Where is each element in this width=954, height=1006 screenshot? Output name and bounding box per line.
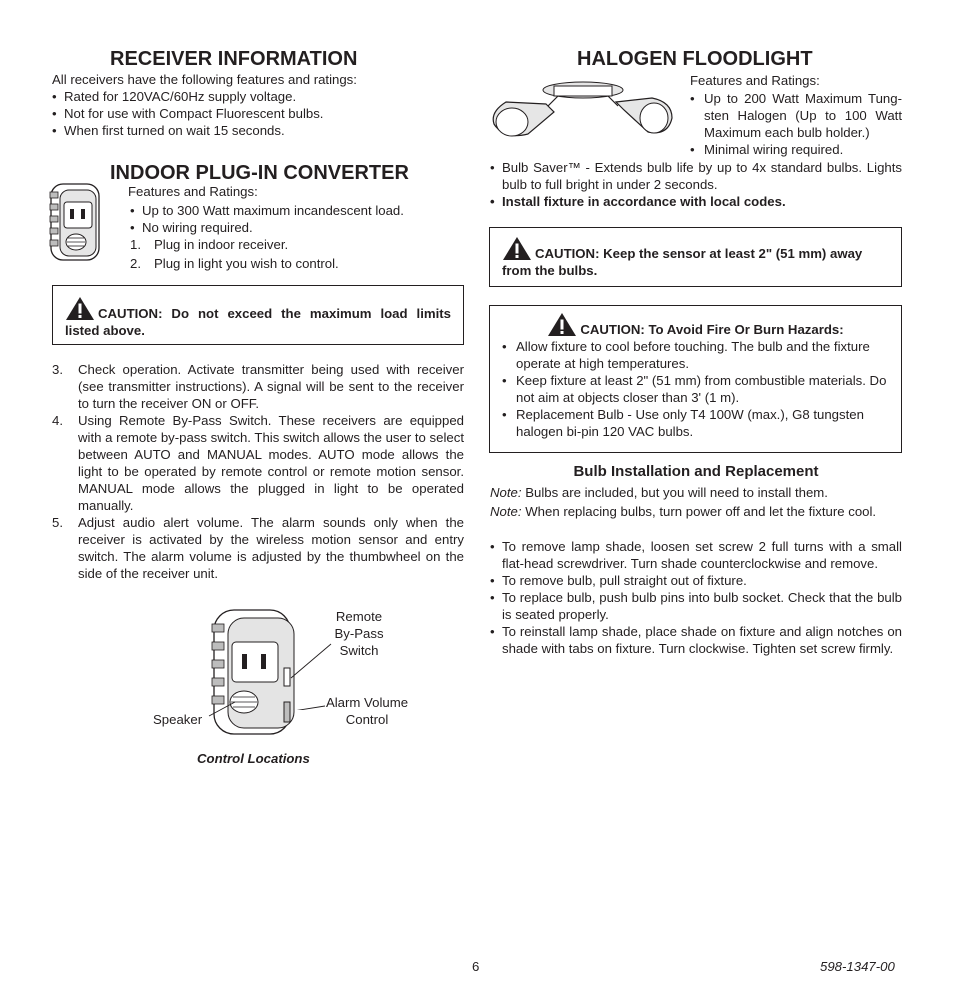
halogen-feature-item: • Up to 200 Watt Maximum Tung-sten Halogen (Up to 100 Watt Maximum each bulb holder.) bbox=[690, 90, 902, 141]
converter-bullet: • No wiring required. bbox=[130, 219, 470, 236]
operation-steps bbox=[52, 361, 464, 582]
remote-label-line: By-Pass bbox=[334, 626, 384, 641]
bulb-install-item: • To remove lamp shade, loosen set screw 2 full turns with a small flat-head screwdriver. Turn shade counterclockwise and remove. bbox=[490, 538, 902, 572]
converter-steps bbox=[130, 236, 470, 272]
page-number: 6 bbox=[472, 959, 480, 974]
step-text: Check operation. Activate transmitter being used with receiver (see transmitter instructions). A signal will be sent to the receiver to turn the receiver ON or OFF. bbox=[78, 362, 464, 411]
alarm-label-line: Alarm Volume bbox=[325, 695, 409, 710]
step-text: Using Remote By-Pass Switch. These receivers are equipped with a remote by-pass switch. This switch allows the user to select between AUTO and MANUAL modes. AUTO mode allows the light to be operated by remote control or remote motion sensor. MANUAL mode allows the plugged in light to be operated manually. bbox=[78, 413, 465, 513]
step-number: 5. bbox=[52, 515, 63, 530]
warning-icon bbox=[502, 236, 532, 261]
step-text: Adjust audio alert volume. The alarm sounds only when the receiver is activated by the wireless motion sensor and entry switch. The alarm volume is adjusted by the thumbwheel on the side of the receiver unit. bbox=[78, 515, 464, 581]
converter-caution-text: CAUTION: Do not exceed the maximum load limits listed above. bbox=[65, 306, 451, 338]
speaker-label: Speaker bbox=[153, 712, 203, 727]
sensor-caution-box bbox=[489, 227, 902, 287]
converter-step bbox=[130, 255, 470, 272]
bulb-install-item: • To reinstall lamp shade, place shade on fixture and align notches on shade with tabs on fixture. Turn clockwise. Tighten set screw firmly. bbox=[490, 623, 902, 657]
speaker-callout-line bbox=[207, 700, 237, 720]
halogen-notes bbox=[490, 159, 902, 210]
fire-caution-item: • Keep fixture at least 2" (51 mm) from combustible materials. Do not aim at objects closer than 3' (1 m). bbox=[502, 372, 889, 406]
bulb-install-notes bbox=[490, 484, 902, 520]
install-codes-note: • Install fixture in accordance with local codes. bbox=[490, 193, 902, 210]
fire-caution-heading bbox=[502, 312, 889, 338]
halogen-floodlight-image bbox=[488, 74, 678, 146]
plug-in-converter-image bbox=[46, 182, 104, 264]
fire-caution-box bbox=[489, 305, 902, 453]
note-text: Bulbs are included, but you will need to install them. bbox=[525, 485, 828, 500]
step-number: 2. bbox=[130, 256, 141, 271]
document-number: 598-1347-00 bbox=[820, 959, 895, 974]
receiver-list bbox=[52, 88, 472, 139]
operation-step bbox=[52, 514, 464, 582]
step-number: 1. bbox=[130, 237, 141, 252]
converter-bullets bbox=[130, 202, 470, 236]
sensor-caution-text: CAUTION: Keep the sensor at least 2" (51 mm) away from the bulbs. bbox=[502, 246, 863, 278]
figure-caption: Control Locations bbox=[197, 751, 310, 766]
halogen-title: HALOGEN FLOODLIGHT bbox=[577, 48, 813, 70]
receiver-item: • When first turned on wait 15 seconds. bbox=[52, 122, 472, 139]
warning-icon bbox=[547, 312, 577, 337]
receiver-item: • Rated for 120VAC/60Hz supply voltage. bbox=[52, 88, 472, 105]
warning-icon bbox=[65, 296, 95, 321]
converter-caution-box bbox=[52, 285, 464, 345]
receiver-item: • Not for use with Compact Fluorescent bulbs. bbox=[52, 105, 472, 122]
halogen-feature-list bbox=[690, 90, 902, 158]
step-text: Plug in light you wish to control. bbox=[154, 256, 339, 271]
alarm-volume-label bbox=[318, 694, 416, 728]
note-label: Note: bbox=[490, 504, 522, 519]
remote-label-line: Remote bbox=[335, 609, 383, 624]
operation-step bbox=[52, 412, 464, 514]
bulb-install-item: • To replace bulb, push bulb pins into bulb socket. Check that the bulb is seated properly. bbox=[490, 589, 902, 623]
halogen-features-label: Features and Ratings: bbox=[690, 73, 820, 88]
floodlight-illustration bbox=[488, 74, 678, 150]
converter-features bbox=[128, 183, 468, 200]
step-text: Plug in indoor receiver. bbox=[154, 237, 289, 252]
fire-caution-list bbox=[502, 338, 889, 440]
receiver-section bbox=[52, 71, 472, 139]
bulb-note-2 bbox=[490, 503, 902, 520]
converter-title: INDOOR PLUG-IN CONVERTER bbox=[110, 162, 409, 184]
step-number: 3. bbox=[52, 362, 63, 377]
alarm-label-line: Control bbox=[345, 712, 389, 727]
halogen-features bbox=[690, 72, 902, 158]
converter-features-label: Features and Ratings: bbox=[128, 184, 258, 199]
remote-label-line: Switch bbox=[339, 643, 379, 658]
step-number: 4. bbox=[52, 413, 63, 428]
converter-step bbox=[130, 236, 470, 253]
remote-bypass-label bbox=[320, 608, 398, 659]
note-label: Note: bbox=[490, 485, 522, 500]
bulb-saver-note: • Bulb Saver™ - Extends bulb life by up to 4x standard bulbs. Lights bulb to full bright in under 2 seconds. bbox=[490, 159, 902, 193]
bulb-note-1 bbox=[490, 484, 902, 501]
halogen-feature-item: • Minimal wiring required. bbox=[690, 141, 902, 158]
bulb-install-item: • To remove bulb, pull straight out of fixture. bbox=[490, 572, 902, 589]
converter-bullet: • Up to 300 Watt maximum incandescent load. bbox=[130, 202, 470, 219]
fire-caution-title: CAUTION: To Avoid Fire Or Burn Hazards: bbox=[580, 322, 844, 337]
fire-caution-item: • Allow fixture to cool before touching. The bulb and the fixture operate at high temperatures. bbox=[502, 338, 889, 372]
receiver-title: RECEIVER INFORMATION bbox=[110, 48, 358, 70]
converter-illustration bbox=[46, 182, 104, 268]
note-text: When replacing bulbs, turn power off and let the fixture cool. bbox=[525, 504, 877, 519]
operation-step bbox=[52, 361, 464, 412]
bulb-install-steps bbox=[490, 538, 902, 657]
bulb-install-title: Bulb Installation and Replacement bbox=[573, 463, 819, 480]
receiver-intro: All receivers have the following features and ratings: bbox=[52, 72, 357, 87]
fire-caution-item: • Replacement Bulb - Use only T4 100W (max.), G8 tungsten halogen bi-pin 120 VAC bulbs. bbox=[502, 406, 889, 440]
